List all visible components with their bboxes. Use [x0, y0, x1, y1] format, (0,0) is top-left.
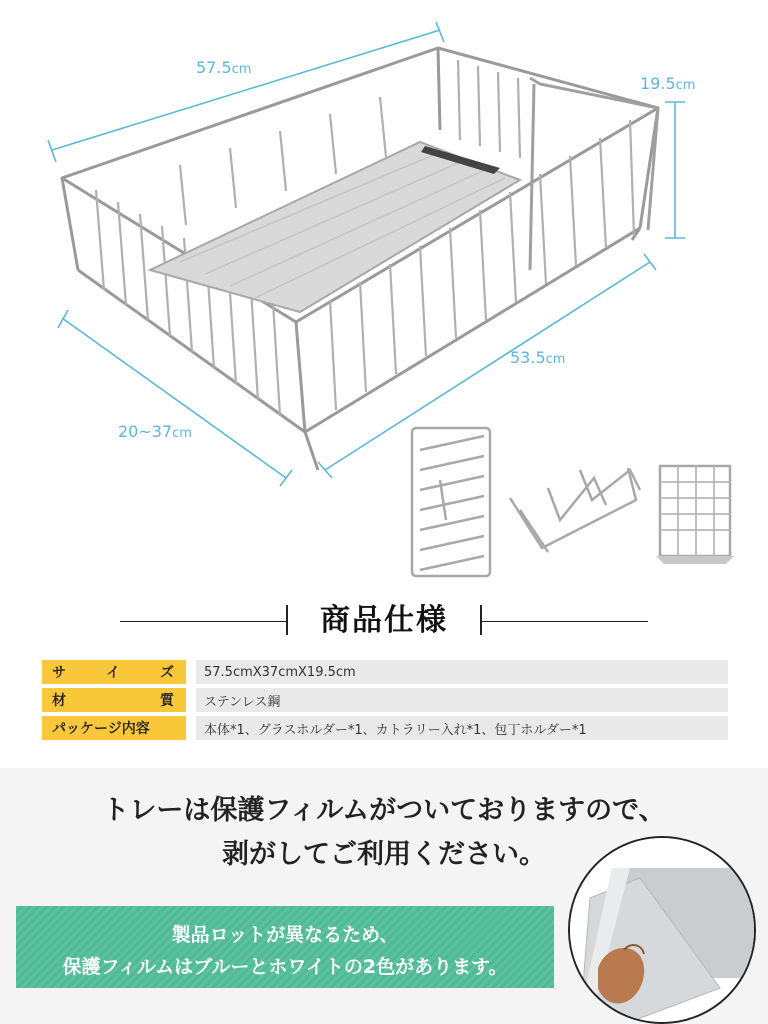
peel-film-illustration	[570, 838, 754, 1022]
spec-value-package: 本体*1、グラスホルダー*1、カトラリー入れ*1、包丁ホルダー*1	[196, 716, 728, 740]
spec-value-material: ステンレス鋼	[196, 688, 728, 712]
notice-line-2: 剥がしてご利用ください。	[222, 839, 546, 870]
height-label: 19.5cm	[640, 74, 696, 93]
spec-key-material: 材 質	[42, 688, 186, 712]
spec-title: 商品仕様	[320, 603, 448, 638]
color-note-box	[16, 906, 554, 988]
spec-row-size	[42, 660, 728, 684]
knife-holder-accessory	[412, 428, 490, 576]
length-top-label: 57.5cm	[196, 58, 252, 77]
spec-key-package: パッケージ内容	[42, 716, 186, 740]
spec-row-material	[42, 688, 728, 712]
spec-row-package	[42, 716, 728, 740]
spec-key-size: サ イ ズ	[42, 660, 186, 684]
length-bottom-label: 53.5cm	[510, 348, 566, 367]
divider-tick-right	[480, 605, 482, 635]
notice-line-1: トレーは保護フィルムがついておりますので、	[102, 795, 666, 826]
cutlery-holder-accessory	[656, 466, 734, 564]
color-note-line-1: 製品ロットが異なるため、	[171, 924, 399, 946]
glass-holder-accessory	[510, 468, 640, 552]
color-note-line-2: 保護フィルムはブルーとホワイトの2色があります。	[62, 956, 508, 978]
spec-value-size: 57.5cmX37cmX19.5cm	[196, 660, 728, 684]
spec-heading	[0, 595, 768, 645]
divider-right	[482, 621, 648, 622]
peel-film-photo	[568, 836, 756, 1024]
depth-label: 20~37cm	[118, 422, 192, 441]
spec-table	[42, 660, 728, 744]
